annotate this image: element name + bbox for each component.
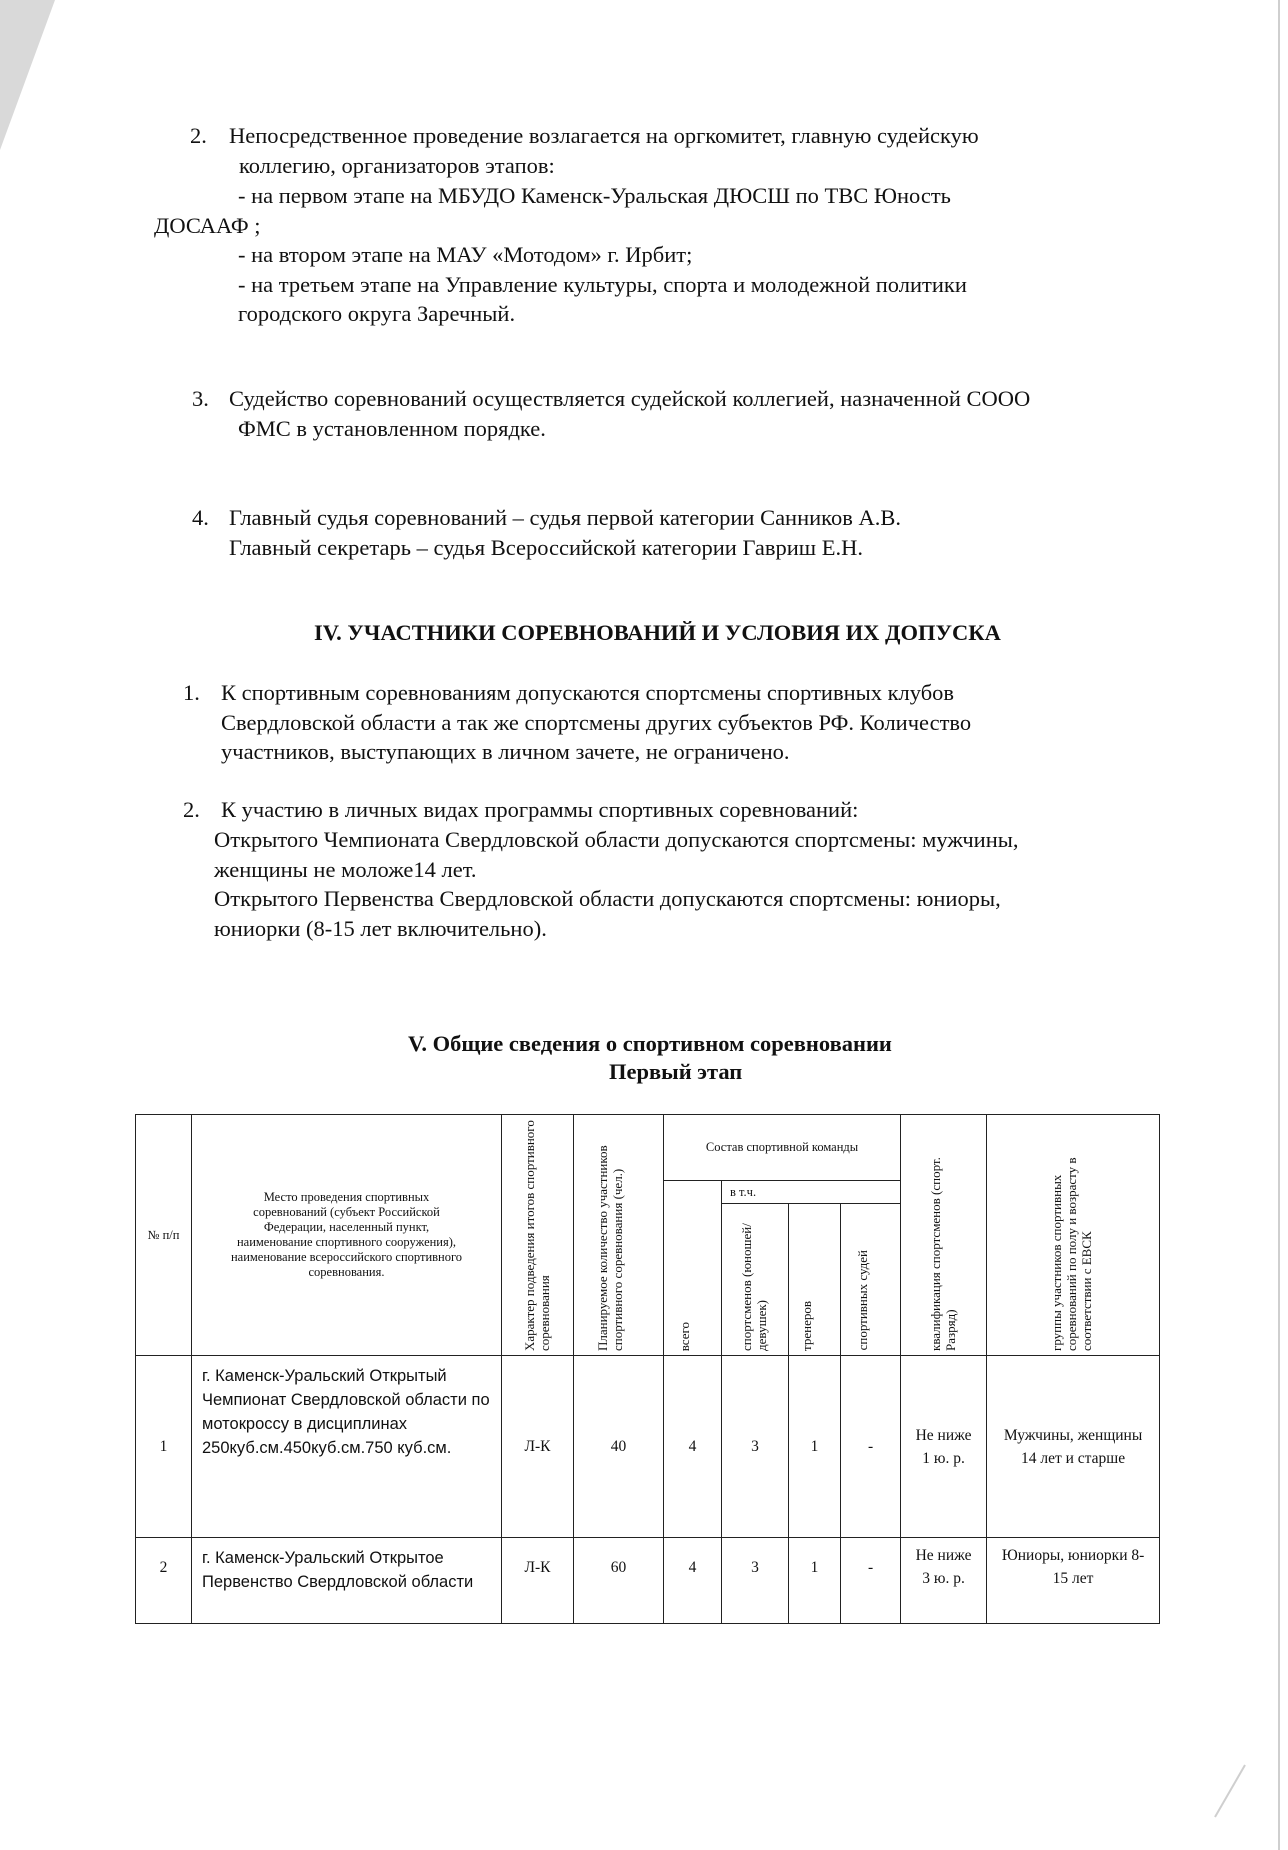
section-heading: IV. УЧАСТНИКИ СОРЕВНОВАНИЙ И УСЛОВИЯ ИХ ДОПУСКА	[314, 620, 1001, 645]
cell-athletes: 3	[722, 1538, 789, 1624]
header-judges	[841, 1204, 901, 1356]
header-num: № п/п	[136, 1115, 192, 1356]
paragraph-line: коллегию, организаторов этапов:	[239, 153, 555, 178]
table-row	[136, 1538, 1160, 1624]
list-number: 3.	[192, 386, 209, 411]
paragraph-line: Открытого Чемпионата Свердловской области допускаются спортсмены: мужчины,	[214, 827, 1019, 852]
paragraph-line: Главный судья соревнований – судья первой категории Санников А.В.	[229, 505, 901, 530]
cell-total: 4	[664, 1356, 722, 1538]
header-qualification-text: квалификация спортсменов (спорт. Разряд)	[927, 1157, 958, 1351]
cell-coaches: 1	[789, 1538, 841, 1624]
paragraph-line: Открытого Первенства Свердловской области допускаются спортсмены: юниоры,	[214, 886, 1001, 911]
cell-num: 2	[136, 1538, 192, 1624]
paragraph-line: Судейство соревнований осуществляется судейской коллегией, назначенной СООО	[229, 386, 1031, 411]
cell-planned: 40	[574, 1356, 664, 1538]
paragraph-line: - на первом этапе на МБУДО Каменск-Уральская ДЮСШ по ТВС Юность	[238, 183, 951, 208]
header-athletes	[722, 1204, 789, 1356]
cell-judges: -	[841, 1538, 901, 1624]
cell-judges: -	[841, 1356, 901, 1538]
list-number: 1.	[183, 680, 200, 705]
paragraph-line: - на втором этапе на МАУ «Мотодом» г. Ирбит;	[238, 242, 693, 267]
cell-groups: Юниоры, юниорки 8-15 лет	[987, 1538, 1160, 1624]
cell-coaches: 1	[789, 1356, 841, 1538]
header-coaches-text: тренеров	[798, 1300, 814, 1351]
section-subheading: Первый этап	[609, 1059, 743, 1084]
header-team: Состав спортивной команды	[664, 1115, 901, 1181]
cell-planned: 60	[574, 1538, 664, 1624]
cell-athletes: 3	[722, 1356, 789, 1538]
paragraph-line: участников, выступающих в личном зачете, не ограничено.	[221, 739, 790, 764]
paragraph-line: Свердловской области а так же спортсмены других субъектов РФ. Количество	[221, 710, 972, 735]
header-incl: в т.ч.	[722, 1181, 901, 1204]
paragraph-line: ДОСААФ ;	[154, 213, 261, 238]
page-edge-bottom	[1214, 1765, 1246, 1818]
cell-place: г. Каменск-Уральский Открытый Чемпионат Свердловской области по мотокроссу в дисциплинах 250куб.см.450куб.см.750 куб.см.	[192, 1356, 502, 1538]
cell-total: 4	[664, 1538, 722, 1624]
paragraph-line: Главный секретарь – судья Всероссийской категории Гавриш Е.Н.	[229, 535, 863, 560]
folded-corner	[0, 0, 55, 150]
paragraph-line: Непосредственное проведение возлагается на оргкомитет, главную судейскую	[229, 123, 979, 148]
header-athletes-text: спортсменов (юношей/девушек)	[739, 1222, 769, 1351]
paragraph-line: - на третьем этапе на Управление культуры, спорта и молодежной политики	[238, 272, 967, 297]
paragraph-line: К участию в личных видах программы спортивных соревнований:	[221, 797, 859, 822]
cell-character: Л-К	[502, 1356, 574, 1538]
list-number: 2.	[183, 797, 200, 822]
cell-qualification: Не ниже 1 ю. р.	[901, 1356, 987, 1538]
header-planned	[574, 1115, 664, 1356]
paragraph-line: К спортивным соревнованиям допускаются спортсмены спортивных клубов	[221, 680, 955, 705]
paragraph-line: женщины не моложе14 лет.	[214, 857, 477, 882]
header-qualification	[901, 1115, 987, 1356]
header-place: Место проведения спортивных соревнований (субъект Российской Федерации, населенный пункт, наименование спортивного сооружения), наименование всероссийского спортивного соревнования.	[192, 1115, 502, 1356]
header-groups	[987, 1115, 1160, 1356]
cell-num: 1	[136, 1356, 192, 1538]
page-edge	[1278, 0, 1280, 1850]
header-character	[502, 1115, 574, 1356]
header-groups-text: группы участников спортивных соревнований по полу и возрасту в соответствии с ЕВСК	[1049, 1157, 1095, 1351]
header-total	[664, 1181, 722, 1356]
section-heading: V. Общие сведения о спортивном соревновании	[408, 1031, 892, 1056]
header-coaches	[789, 1204, 841, 1356]
paragraph-line: городского округа Заречный.	[238, 301, 516, 326]
list-number: 4.	[192, 505, 209, 530]
cell-character: Л-К	[502, 1538, 574, 1624]
paragraph-line: юниорки (8-15 лет включительно).	[214, 916, 547, 941]
header-judges-text: спортивных судей	[854, 1250, 870, 1351]
cell-groups: Мужчины, женщины 14 лет и старше	[987, 1356, 1160, 1538]
list-number: 2.	[190, 123, 207, 148]
header-total-text: всего	[676, 1321, 692, 1351]
paragraph-line: ФМС в установленном порядке.	[238, 416, 546, 441]
competition-table	[135, 1114, 1160, 1624]
header-planned-text: Планируемое количество участников спортивного соревнования (чел.)	[594, 1145, 625, 1351]
table-row	[136, 1356, 1160, 1538]
cell-place: г. Каменск-Уральский Открытое Первенство Свердловской области	[192, 1538, 502, 1624]
header-character-text: Характер подведения итогов спортивного соревнования	[521, 1120, 552, 1351]
cell-qualification: Не ниже 3 ю. р.	[901, 1538, 987, 1624]
